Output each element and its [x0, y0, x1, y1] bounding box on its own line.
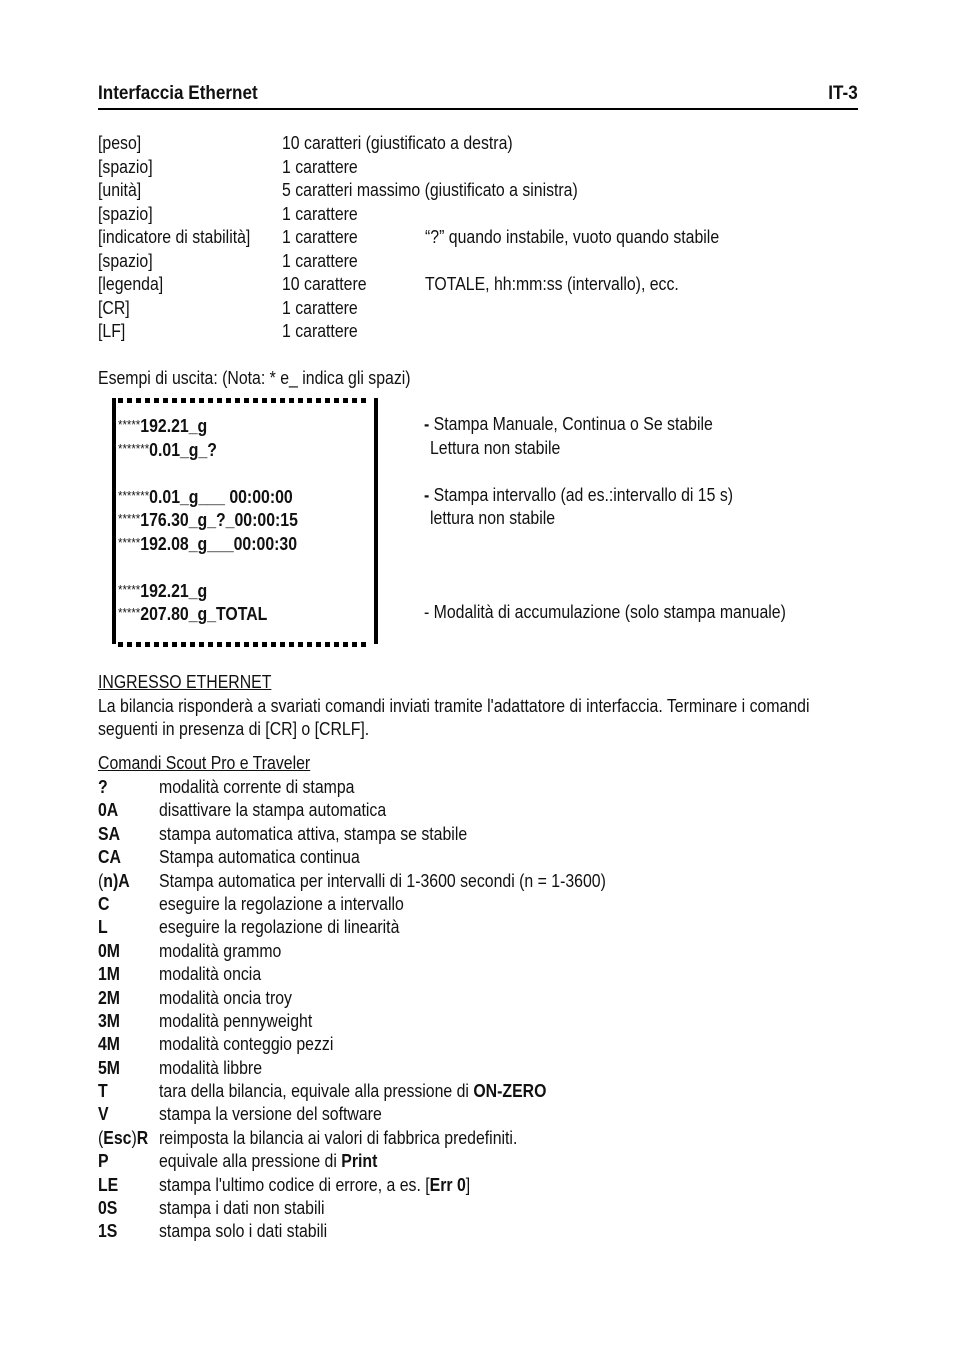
format-field: [CR] — [98, 297, 130, 318]
command-code — [98, 1127, 148, 1150]
example-prefix: ******* — [118, 441, 150, 456]
command-code: T — [98, 1081, 108, 1102]
example-note — [430, 437, 578, 460]
example-value: 0.01_g_? — [149, 440, 217, 460]
command-desc: reimposta la bilancia ai valori di fabbrica predefiniti. — [159, 1127, 518, 1148]
section-title-text: Comandi Scout Pro e Traveler — [98, 753, 311, 773]
format-field: [spazio] — [98, 156, 153, 177]
note-dash: - — [424, 485, 430, 505]
example-line — [118, 437, 230, 462]
format-size: 1 carattere — [282, 321, 358, 341]
format-field: [LF] — [98, 321, 126, 341]
command-desc: modalità conteggio pezzi — [159, 1034, 334, 1055]
example-prefix: ******* — [118, 488, 150, 503]
format-size: 5 caratteri massimo (giustificato a sinistra) — [282, 180, 578, 200]
section-title-text: INGRESSO ETHERNET — [98, 672, 272, 692]
command-desc-key: Err 0 — [429, 1174, 466, 1195]
format-size: 10 caratteri (giustificato a destra) — [282, 133, 513, 153]
command-desc-key: Print — [341, 1151, 378, 1172]
example-line — [118, 601, 288, 626]
example-prefix: ***** — [118, 535, 141, 550]
command-desc: modalità pennyweight — [159, 1010, 313, 1031]
command-code-text: R — [136, 1127, 149, 1148]
format-field: [spazio] — [98, 203, 153, 224]
command-code-paren: ( — [98, 870, 104, 891]
format-size: 1 carattere — [282, 297, 358, 318]
command-desc-text: tara della bilancia, equivale alla pressione di — [159, 1081, 474, 1102]
example-note — [424, 413, 752, 436]
command-code: V — [98, 1104, 109, 1125]
format-field: [spazio] — [98, 250, 153, 271]
section-title-ethernet-input — [98, 671, 295, 694]
format-size: 10 carattere — [282, 274, 367, 294]
command-code: SA — [98, 823, 121, 844]
command-desc-key: ON-ZERO — [473, 1081, 547, 1102]
example-line — [118, 578, 219, 603]
example-value: 176.30_g_?_00:00:15 — [140, 510, 298, 530]
example-note — [430, 507, 572, 530]
command-code: 3M — [98, 1010, 121, 1031]
example-line — [118, 531, 321, 556]
command-desc-text: stampa l'ultimo codice di errore, a es. [ — [159, 1174, 430, 1195]
command-code: 2M — [98, 987, 121, 1008]
command-code: ? — [98, 777, 108, 797]
paragraph-line — [98, 718, 406, 741]
command-code: P — [98, 1151, 109, 1172]
example-note — [424, 484, 775, 507]
command-desc: stampa i dati non stabili — [159, 1198, 325, 1219]
format-size: 1 carattere — [282, 156, 358, 177]
command-code: 5M — [98, 1057, 121, 1078]
command-desc: modalità oncia troy — [159, 987, 292, 1008]
command-desc: Stampa automatica per intervalli di 1-3600 secondi (n = 1-3600) — [159, 870, 606, 891]
command-code: 0M — [98, 940, 121, 961]
paragraph-text: seguenti in presenza di [CR] o [CRLF]. — [98, 719, 370, 739]
example-prefix: ***** — [118, 582, 141, 597]
format-field: [indicatore di stabilità] — [98, 227, 251, 247]
command-desc: Stampa automatica continua — [159, 847, 360, 868]
command-code: 1S — [98, 1221, 118, 1242]
command-desc — [159, 1174, 470, 1197]
format-size: 1 carattere — [282, 227, 358, 247]
example-line — [118, 413, 219, 438]
command-desc — [159, 1080, 546, 1103]
format-field: [peso] — [98, 133, 142, 153]
format-field: [unità] — [98, 180, 142, 200]
note-dash: - — [424, 414, 430, 434]
command-desc: disattivare la stampa automatica — [159, 800, 387, 821]
example-prefix: ***** — [118, 605, 141, 620]
format-size: 1 carattere — [282, 250, 358, 271]
command-code-text: n)A — [103, 870, 130, 891]
note-text: lettura non stabile — [430, 508, 556, 528]
format-note: “?” quando instabile, vuoto quando stabile — [425, 227, 720, 247]
command-code: 0S — [98, 1198, 118, 1219]
command-code-paren: ) — [131, 1127, 137, 1148]
command-desc-text: ] — [465, 1174, 471, 1195]
example-line — [118, 484, 317, 509]
page-number: IT-3 — [828, 83, 858, 104]
example-box-bottom-border — [118, 642, 370, 647]
command-desc: modalità corrente di stampa — [159, 777, 355, 797]
example-note — [424, 601, 835, 624]
command-code: LE — [98, 1174, 119, 1195]
example-value: 207.80_g_TOTAL — [140, 604, 268, 624]
example-value: 192.21_g — [140, 581, 208, 601]
section-title-commands — [98, 752, 339, 775]
format-note: TOTALE, hh:mm:ss (intervallo), ecc. — [425, 274, 679, 294]
example-box-top-border — [118, 398, 370, 403]
command-code: CA — [98, 847, 121, 868]
note-text: Stampa Manuale, Continua o Se stabile — [429, 414, 713, 434]
command-desc: eseguire la regolazione di linearità — [159, 917, 400, 938]
command-desc — [159, 1150, 377, 1173]
examples-intro — [98, 367, 453, 390]
example-prefix: ***** — [118, 417, 141, 432]
command-code-text: Esc — [103, 1127, 132, 1148]
paragraph-text: La bilancia risponderà a svariati comandi inviati tramite l'adattatore di interfaccia. Terminare i comandi — [98, 696, 810, 716]
page-header — [98, 83, 858, 110]
command-desc-text: equivale alla pressione di — [159, 1151, 342, 1172]
command-code: C — [98, 893, 110, 914]
command-code — [98, 870, 130, 893]
command-desc: stampa automatica attiva, stampa se stabile — [159, 823, 468, 844]
note-text: Stampa intervallo (ad es.:intervallo di 15 s) — [429, 485, 734, 505]
command-code: 4M — [98, 1034, 121, 1055]
command-code-paren: ( — [98, 1127, 104, 1148]
command-desc: eseguire la regolazione a intervallo — [159, 893, 404, 914]
example-value: 0.01_g___ 00:00:00 — [149, 487, 293, 507]
format-size: 1 carattere — [282, 203, 358, 224]
examples-intro-text: Esempi di uscita: (Nota: * e_ indica gli spazi) — [98, 368, 411, 388]
example-line — [118, 507, 322, 532]
header-title: Interfaccia Ethernet — [98, 83, 258, 104]
command-code: L — [98, 917, 108, 938]
format-field: [legenda] — [98, 274, 164, 294]
example-value: 192.21_g — [140, 416, 208, 436]
command-code: 0A — [98, 800, 119, 821]
paragraph-line — [98, 695, 907, 718]
command-desc: stampa la versione del software — [159, 1104, 382, 1125]
command-desc: modalità libbre — [159, 1057, 263, 1078]
command-desc: stampa solo i dati stabili — [159, 1221, 328, 1242]
example-value: 192.08_g___00:00:30 — [140, 534, 298, 554]
note-text: Lettura non stabile — [430, 438, 561, 458]
command-desc: modalità grammo — [159, 940, 282, 961]
note-text: - Modalità di accumulazione (solo stampa manuale) — [424, 602, 786, 622]
command-code: 1M — [98, 964, 121, 985]
example-prefix: ***** — [118, 511, 141, 526]
command-desc: modalità oncia — [159, 964, 262, 985]
